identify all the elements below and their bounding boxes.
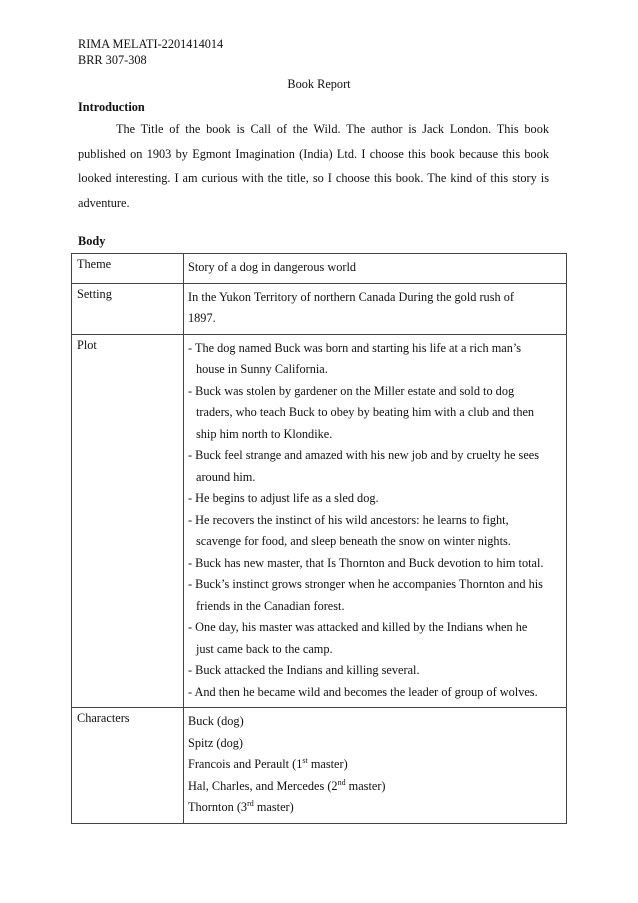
introduction-paragraph: The Title of the book is Call of the Wild. The author is Jack London. This book published on 1903 by Egmont Imagination (India) Ltd. I choose this book because this book looked interesting. I am curious with the title, so I choose this book. The kind of this story is adventure. [78, 122, 549, 210]
character-item: Francois and Perault (1st master) [188, 756, 348, 771]
setting-line-1: In the Yukon Territory of northern Canada During the gold rush of [188, 289, 514, 304]
plot-bullet-continuation: friends in the Canadian forest. [196, 598, 345, 613]
body-heading: Body [78, 234, 106, 248]
setting-value [184, 283, 567, 334]
plot-bullet-item: - Buck has new master, that Is Thornton and Buck devotion to him total. [188, 555, 544, 570]
plot-bullet-item: - He recovers the instinct of his wild ancestors: he learns to fight, [188, 512, 509, 527]
table-row [72, 283, 567, 334]
theme-text: Story of a dog in dangerous world [188, 260, 357, 274]
theme-value [184, 254, 567, 284]
plot-bullet-item: - Buck attacked the Indians and killing several. [188, 663, 420, 677]
plot-bullet-continuation: traders, who teach Buck to obey by beating him with a club and then [196, 405, 535, 419]
book-report-table [71, 253, 567, 824]
class-line: BRR 307-308 [78, 53, 147, 67]
plot-bullet-item: - One day, his master was attacked and killed by the Indians when he [188, 620, 528, 634]
plot-bullet-continuation: ship him north to Klondike. [196, 426, 333, 441]
introduction-heading: Introduction [78, 100, 145, 114]
setting-key: Setting [72, 283, 184, 334]
plot-value [184, 334, 567, 708]
character-item: Buck (dog) [188, 714, 244, 728]
characters-value [184, 708, 567, 824]
plot-bullet-item: - Buck was stolen by gardener on the Miller estate and sold to dog [188, 383, 515, 398]
table-row [72, 708, 567, 824]
character-item: Spitz (dog) [188, 735, 243, 750]
setting-line-2: 1897. [188, 311, 216, 325]
plot-bullet-item: - And then he became wild and becomes the leader of group of wolves. [188, 684, 538, 699]
plot-bullet-item: - Buck’s instinct grows stronger when he accompanies Thornton and his [188, 577, 543, 591]
plot-bullet-continuation: house in Sunny California. [196, 362, 328, 376]
plot-bullet-item: - He begins to adjust life as a sled dog. [188, 491, 379, 505]
plot-bullet-continuation: just came back to the camp. [196, 641, 333, 656]
page-title: Book Report [287, 77, 351, 91]
plot-key: Plot [72, 334, 184, 708]
characters-key: Characters [72, 708, 184, 824]
table-row [72, 254, 567, 284]
character-item: Hal, Charles, and Mercedes (2nd master) [188, 777, 386, 793]
plot-bullet-continuation: around him. [196, 469, 256, 484]
theme-key: Theme [72, 254, 184, 284]
table-row [72, 334, 567, 708]
plot-bullet-item: - Buck feel strange and amazed with his new job and by cruelty he sees [188, 448, 540, 462]
plot-bullet-item: - The dog named Buck was born and starting his life at a rich man’s [188, 340, 522, 355]
plot-bullet-continuation: scavenge for food, and sleep beneath the snow on winter nights. [196, 534, 511, 548]
character-item: Thornton (3rd master) [188, 799, 294, 814]
author-line: RIMA MELATI-2201414014 [78, 37, 224, 51]
